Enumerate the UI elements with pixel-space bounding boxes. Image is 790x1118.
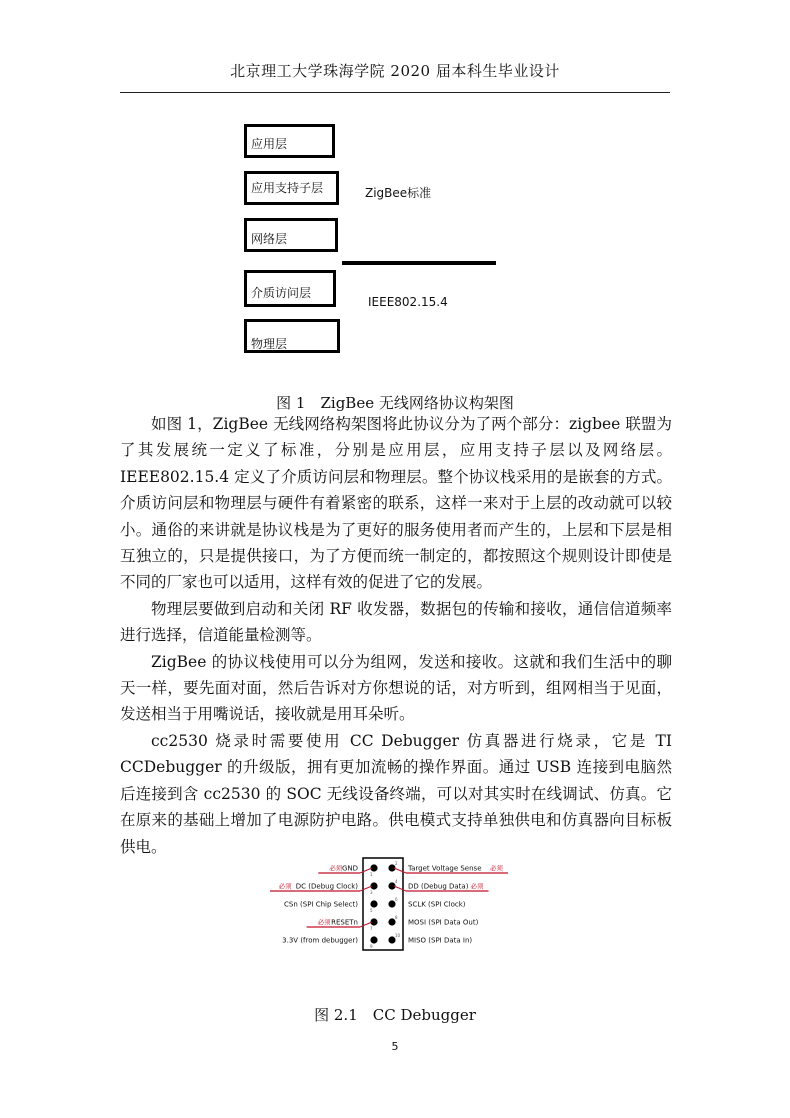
layer-mac: 介质访问层 xyxy=(244,270,336,307)
paragraph: 物理层要做到启动和关闭 RF 收发器，数据包的传输和接收，通信信道频率进行选择，信道能量检测等。 xyxy=(120,599,672,645)
layer-application: 应用层 xyxy=(244,124,335,158)
header-divider xyxy=(120,92,670,93)
pin-label-left: DC (Debug Clock) xyxy=(295,882,358,891)
figure-2-caption: 图 2.1 CC Debugger xyxy=(314,1006,476,1024)
paragraph: cc2530 烧录时需要使用 CC Debugger 仿真器进行烧录，它是 TI CCDebugger 的升级版，拥有更加流畅的操作界面。通过 USB 连接到电脑然后连接到含 cc2530 的 SOC 无线设备终端，可以对其实时在线调试、仿真。它在原来的基础上增加了电源防护电路。供电模式支持单独供电和仿真器向目标板供电。 xyxy=(120,731,672,856)
ieee-standard-label: IEEE802.15.4 xyxy=(368,295,448,309)
body-text xyxy=(120,411,672,860)
pin-dot xyxy=(370,900,377,907)
pin-number: 8 xyxy=(395,915,398,920)
pin-label-right: DD (Debug Data) xyxy=(408,882,469,891)
required-tag: 必须 xyxy=(278,882,292,891)
required-tag: 必须 xyxy=(329,864,343,873)
pin-label-right: MISO (SPI Data In) xyxy=(408,936,473,945)
pinout-diagram xyxy=(270,856,520,952)
pin-number: 2 xyxy=(395,861,398,866)
pin-label-left: 3.3V (from debugger) xyxy=(282,936,358,945)
pin-number: 3 xyxy=(370,890,373,895)
pin-dot xyxy=(370,936,377,943)
pin-number: 9 xyxy=(370,944,373,949)
pin-number: 4 xyxy=(395,879,398,884)
pin-label-left: GND xyxy=(341,864,358,873)
pin-number: 7 xyxy=(370,926,373,931)
header-title: 北京理工大学珠海学院 2020 届本科生毕业设计 xyxy=(230,62,560,80)
pin-label-left: CSn (SPI Chip Select) xyxy=(284,900,358,909)
required-tag: 必须 xyxy=(317,918,331,927)
pin-label-right: SCLK (SPI Clock) xyxy=(408,900,466,909)
paragraph: 如图 1，ZigBee 无线网络构架图将此协议分为了两个部分：zigbee 联盟为了其发展统一定义了标准，分别是应用层，应用支持子层以及网络层。IEEE802.15.4 定义了介质访问层和物理层。整个协议栈采用的是嵌套的方式。介质访问层和物理层与硬件有着紧密的联系，这样一来对于上层的改动就可以较小。通俗的来讲就是协议栈是为了更好的服务使用者而产生的，上层和下层是相互独立的，只是提供接口，为了方便而统一制定的，都按照这个规则设计即使是不同的厂家也可以适用，这样有效的促进了它的发展。 xyxy=(120,415,672,592)
required-tag: 必须 xyxy=(470,882,484,891)
page-number: 5 xyxy=(391,1040,399,1053)
layer-application-support: 应用支持子层 xyxy=(244,171,339,205)
pin-number: 6 xyxy=(395,897,398,902)
standard-separator-line xyxy=(342,261,496,265)
layer-physical: 物理层 xyxy=(244,319,340,353)
figure-2-cc-debugger-pinout xyxy=(270,856,520,952)
zigbee-standard-label: ZigBee标准 xyxy=(365,186,432,200)
pin-number: 5 xyxy=(370,908,373,913)
pin-label-right: Target Voltage Sense xyxy=(408,864,482,873)
pin-number: 1 xyxy=(370,872,373,877)
layer-network: 网络层 xyxy=(244,218,338,252)
figure-1-caption: 图 1 ZigBee 无线网络协议构架图 xyxy=(276,394,514,412)
pin-label-left: RESETn xyxy=(331,918,358,927)
pin-label-right: MOSI (SPI Data Out) xyxy=(408,918,479,927)
required-tag: 必须 xyxy=(490,864,503,873)
paragraph: ZigBee 的协议栈使用可以分为组网，发送和接收。这就和我们生活中的聊天一样，要先面对面，然后告诉对方你想说的话，对方听到，组网相当于见面，发送相当于用嘴说话，接收就是用耳朵听。 xyxy=(120,652,672,724)
pin-number: 10 xyxy=(395,933,401,938)
